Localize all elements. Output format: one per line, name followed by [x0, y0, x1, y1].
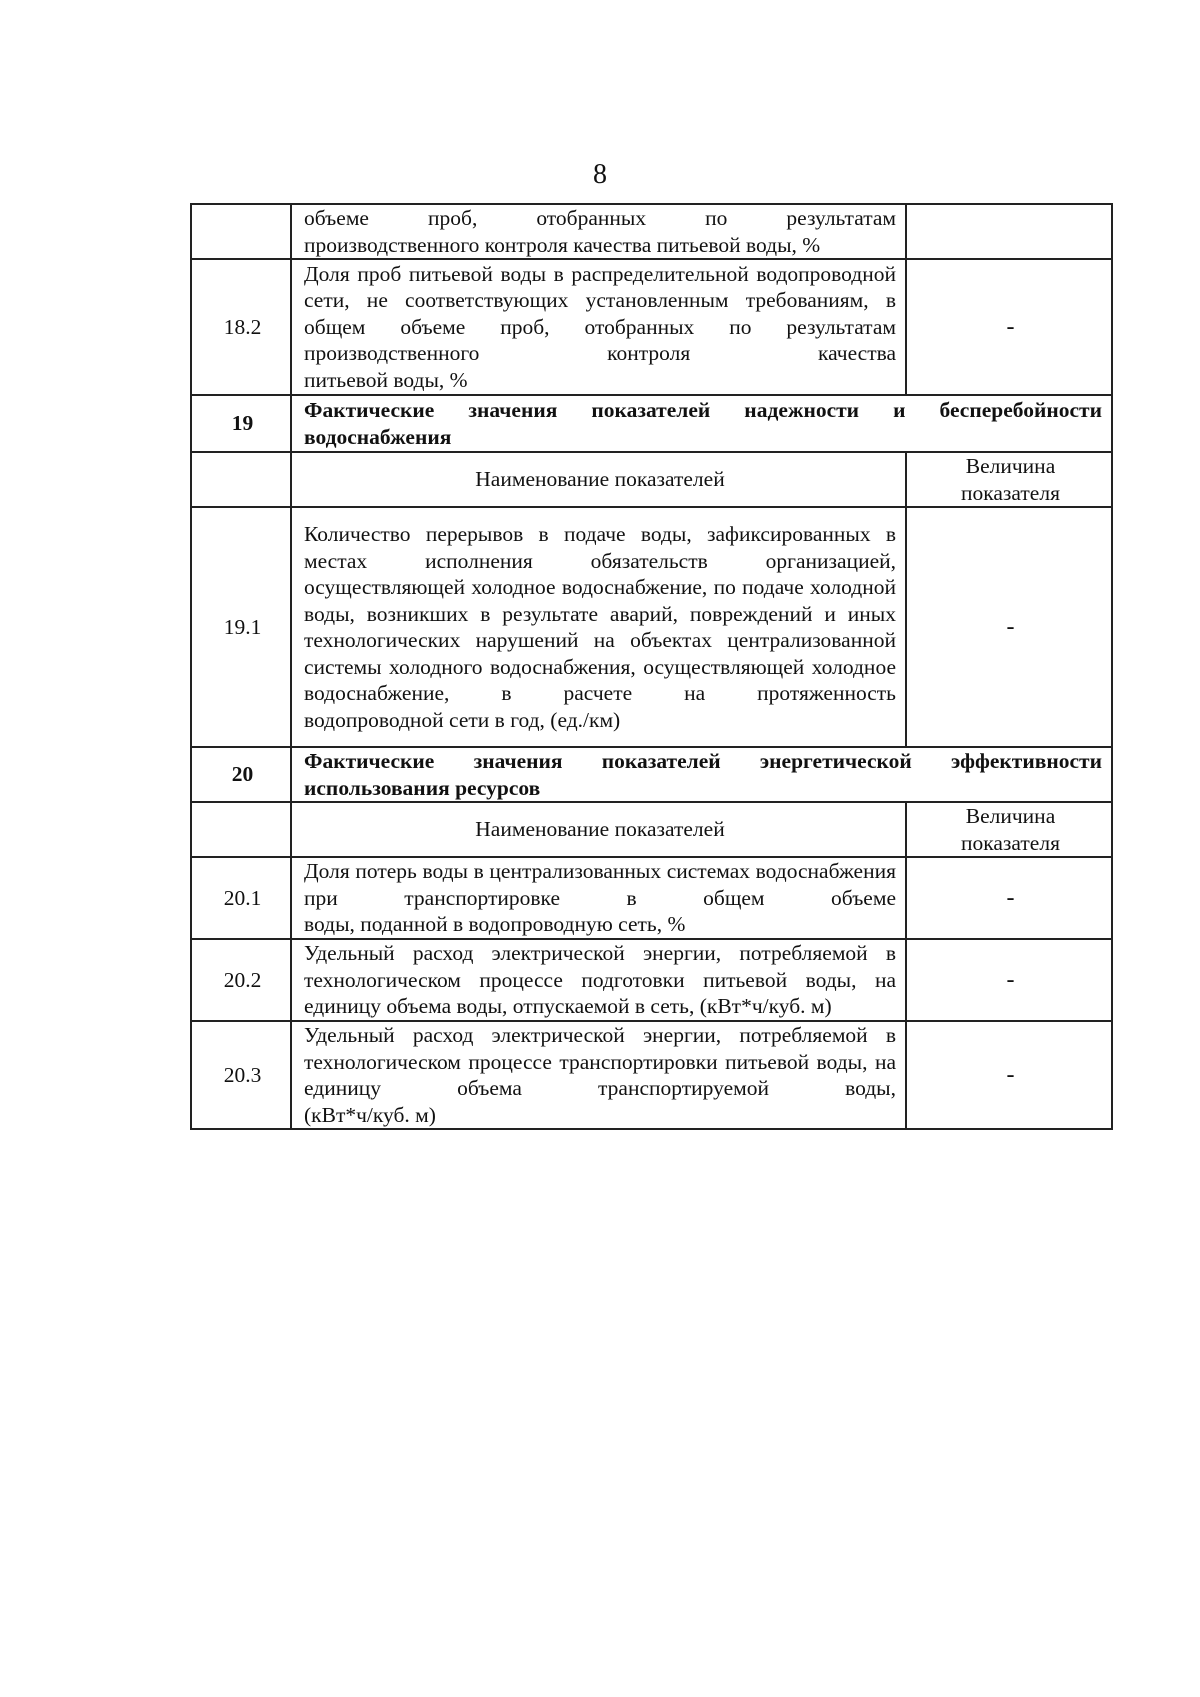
indicator-name — [291, 939, 906, 1021]
section-number: 19 — [191, 395, 291, 452]
table-row-18-2 — [191, 259, 1112, 395]
indicator-text: Доля потерь воды в централизованных системах водоснабжения при транспортировке в общем объеме — [304, 859, 896, 910]
row-number: 20.3 — [191, 1021, 291, 1129]
column-header-value-line2: показателя — [961, 480, 1060, 505]
indicator-text-last-line: воды, поданной в водопроводную сеть, % — [304, 912, 686, 937]
section-title-line2: использования ресурсов — [304, 775, 541, 800]
column-header-value-line1: Величина — [965, 804, 1056, 828]
indicator-name — [291, 1021, 906, 1129]
section-row-20 — [191, 747, 1112, 802]
indicator-text-last-line: производственного контроля качества питьевой воды, % — [304, 232, 821, 257]
column-header-value — [906, 452, 1112, 507]
indicator-name — [291, 857, 906, 939]
table-row-20-3 — [191, 1021, 1112, 1129]
row-number: 18.2 — [191, 259, 291, 395]
row-number: 20.1 — [191, 857, 291, 939]
section-title-line1: Фактические значения показателей надежности и бесперебойности — [304, 398, 1102, 422]
column-header-name: Наименование показателей — [291, 452, 906, 507]
section-number: 20 — [191, 747, 291, 802]
section-row-19 — [191, 395, 1112, 452]
indicator-text: Доля проб питьевой воды в распределительной водопроводной сети, не соответствующих установленным требованиям, в общем объеме проб, отобранных по результатам производственного контроля качества — [304, 261, 896, 366]
section-title-line1: Фактические значения показателей энергетической эффективности — [304, 749, 1102, 773]
indicator-text: Удельный расход электрической энергии, потребляемой в технологическом процессе транспортировки питьевой воды, на единицу объема транспортируемой воды, — [304, 1023, 896, 1100]
indicator-text: Количество перерывов в подаче воды, зафиксированных в местах исполнения обязательств организацией, осуществляющей холодное водоснабжение, по подаче холодной воды, возникших в результате аварий, повреждений и иных технологических нарушений на объектах централизованной системы холодного водоснабжения, осуществляющей холодное водоснабжение, в расчете на протяженность — [304, 522, 896, 705]
indicator-text: Удельный расход электрической энергии, потребляемой в технологическом процессе подготовки питьевой воды, на — [304, 941, 896, 992]
indicator-text-last-line: водопроводной сети в год, (ед./км) — [304, 707, 621, 732]
section-title-line2: водоснабжения — [304, 424, 452, 449]
table-row-20-2 — [191, 939, 1112, 1021]
indicator-value: - — [906, 1021, 1112, 1129]
table-row-19-1 — [191, 507, 1112, 747]
indicator-text-last-line: питьевой воды, % — [304, 367, 468, 392]
column-header-name: Наименование показателей — [291, 802, 906, 857]
section-title — [291, 747, 1112, 802]
column-header-value-line1: Величина — [965, 454, 1056, 478]
indicator-value: - — [906, 939, 1112, 1021]
indicator-value: - — [906, 857, 1112, 939]
row-number: 20.2 — [191, 939, 291, 1021]
indicator-name — [291, 507, 906, 747]
table-row-20-1 — [191, 857, 1112, 939]
indicator-name — [291, 259, 906, 395]
indicator-value: - — [906, 507, 1112, 747]
indicators-table — [190, 203, 1113, 1130]
column-header-value — [906, 802, 1112, 857]
header-empty-cell — [191, 802, 291, 857]
indicator-text-last-line: единицу объема воды, отпускаемой в сеть, (кВт*ч/куб. м) — [304, 994, 832, 1019]
indicator-name — [291, 204, 906, 259]
indicator-value: - — [906, 259, 1112, 395]
section-title — [291, 395, 1112, 452]
header-empty-cell — [191, 452, 291, 507]
column-header-value-line2: показателя — [961, 830, 1060, 855]
table-row-continuation — [191, 204, 1112, 259]
indicator-value — [906, 204, 1112, 259]
table-header-row — [191, 802, 1112, 857]
page-number: 8 — [593, 159, 607, 190]
indicator-text: объеме проб, отобранных по результатам — [304, 206, 896, 230]
row-number — [191, 204, 291, 259]
indicator-text-last-line: (кВт*ч/куб. м) — [304, 1102, 436, 1127]
row-number: 19.1 — [191, 507, 291, 747]
table-header-row — [191, 452, 1112, 507]
